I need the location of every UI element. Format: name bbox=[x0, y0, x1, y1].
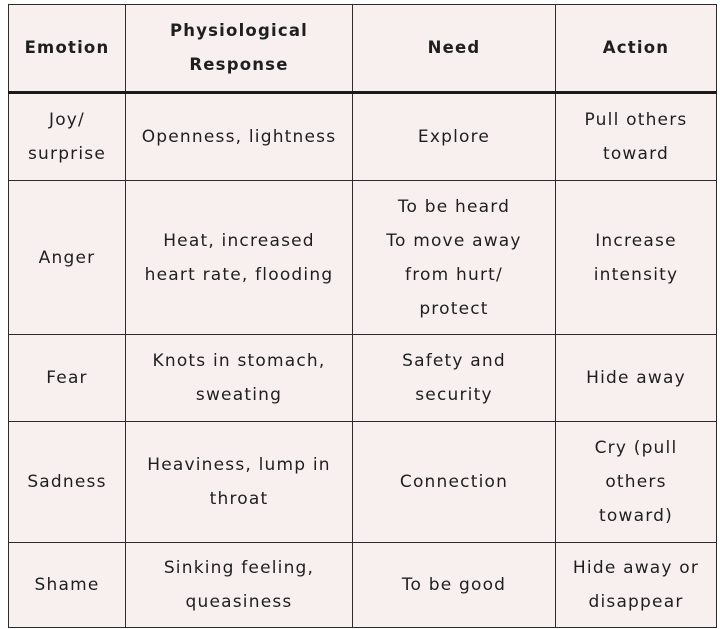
cell-line: surprise bbox=[27, 144, 107, 164]
cell-response bbox=[126, 422, 353, 543]
cell-line: Shame bbox=[34, 575, 100, 595]
cell-action bbox=[556, 422, 717, 543]
cell-line: Increase bbox=[595, 230, 677, 251]
cell-line: Heat, increased bbox=[163, 230, 315, 251]
cell-line: Explore bbox=[417, 127, 491, 147]
cell-line: Safety and bbox=[402, 351, 506, 371]
cell-line: queasiness bbox=[185, 592, 293, 612]
cell-line: protect bbox=[419, 298, 489, 319]
emotions-table bbox=[8, 4, 717, 628]
cell-line: To be good bbox=[401, 575, 507, 595]
table-row-joy bbox=[9, 93, 717, 181]
cell-line: Sinking feeling, bbox=[163, 558, 315, 578]
cell-line: Hide away or bbox=[572, 558, 700, 578]
cell-response bbox=[126, 93, 353, 181]
header-action bbox=[556, 5, 717, 93]
cell-line: heart rate, flooding bbox=[144, 264, 334, 285]
cell-need bbox=[353, 422, 556, 543]
header-physiological-response bbox=[126, 5, 353, 93]
cell-line: from hurt/ bbox=[405, 264, 503, 285]
cell-line: Joy/ bbox=[48, 110, 85, 130]
header-response-line: Response bbox=[189, 55, 289, 74]
cell-line: Sadness bbox=[27, 472, 107, 492]
table-row-sadness bbox=[9, 422, 717, 543]
header-emotion bbox=[9, 5, 126, 93]
cell-action bbox=[556, 543, 717, 628]
header-response-line: Physiological bbox=[169, 21, 309, 40]
cell-emotion bbox=[9, 181, 126, 335]
cell-line: Fear bbox=[46, 368, 88, 388]
header-action-text: Action bbox=[602, 38, 670, 57]
cell-line: disappear bbox=[588, 592, 684, 612]
cell-response bbox=[126, 335, 353, 422]
emotions-table-container bbox=[8, 4, 716, 628]
cell-line: toward bbox=[602, 144, 670, 164]
cell-need bbox=[353, 181, 556, 335]
cell-line: Anger bbox=[38, 247, 96, 268]
cell-line: Openness, lightness bbox=[141, 127, 337, 147]
cell-emotion bbox=[9, 422, 126, 543]
cell-line: Cry (pull bbox=[594, 438, 678, 458]
cell-emotion bbox=[9, 93, 126, 181]
table-row-shame bbox=[9, 543, 717, 628]
cell-line: Knots in stomach, bbox=[152, 351, 326, 371]
cell-need bbox=[353, 543, 556, 628]
cell-line: Pull others bbox=[584, 110, 688, 130]
header-need bbox=[353, 5, 556, 93]
cell-response bbox=[126, 181, 353, 335]
cell-line: others bbox=[605, 472, 667, 492]
cell-action bbox=[556, 335, 717, 422]
cell-action bbox=[556, 93, 717, 181]
cell-line: To be heard bbox=[397, 196, 511, 217]
cell-line: security bbox=[415, 385, 493, 405]
cell-line: Heaviness, lump in bbox=[147, 455, 331, 475]
cell-line: Connection bbox=[399, 472, 509, 492]
cell-line: To move away bbox=[386, 230, 522, 251]
header-row bbox=[9, 5, 717, 93]
header-emotion-text: Emotion bbox=[24, 38, 110, 57]
cell-line: toward) bbox=[599, 506, 673, 526]
cell-emotion bbox=[9, 335, 126, 422]
cell-line: throat bbox=[209, 489, 269, 509]
cell-need bbox=[353, 335, 556, 422]
cell-need bbox=[353, 93, 556, 181]
table-row-anger bbox=[9, 181, 717, 335]
cell-line: intensity bbox=[593, 264, 679, 285]
table-row-fear bbox=[9, 335, 717, 422]
cell-response bbox=[126, 543, 353, 628]
cell-action bbox=[556, 181, 717, 335]
cell-line: sweating bbox=[195, 385, 283, 405]
cell-line: Hide away bbox=[586, 368, 686, 388]
cell-emotion bbox=[9, 543, 126, 628]
header-need-text: Need bbox=[427, 38, 481, 57]
